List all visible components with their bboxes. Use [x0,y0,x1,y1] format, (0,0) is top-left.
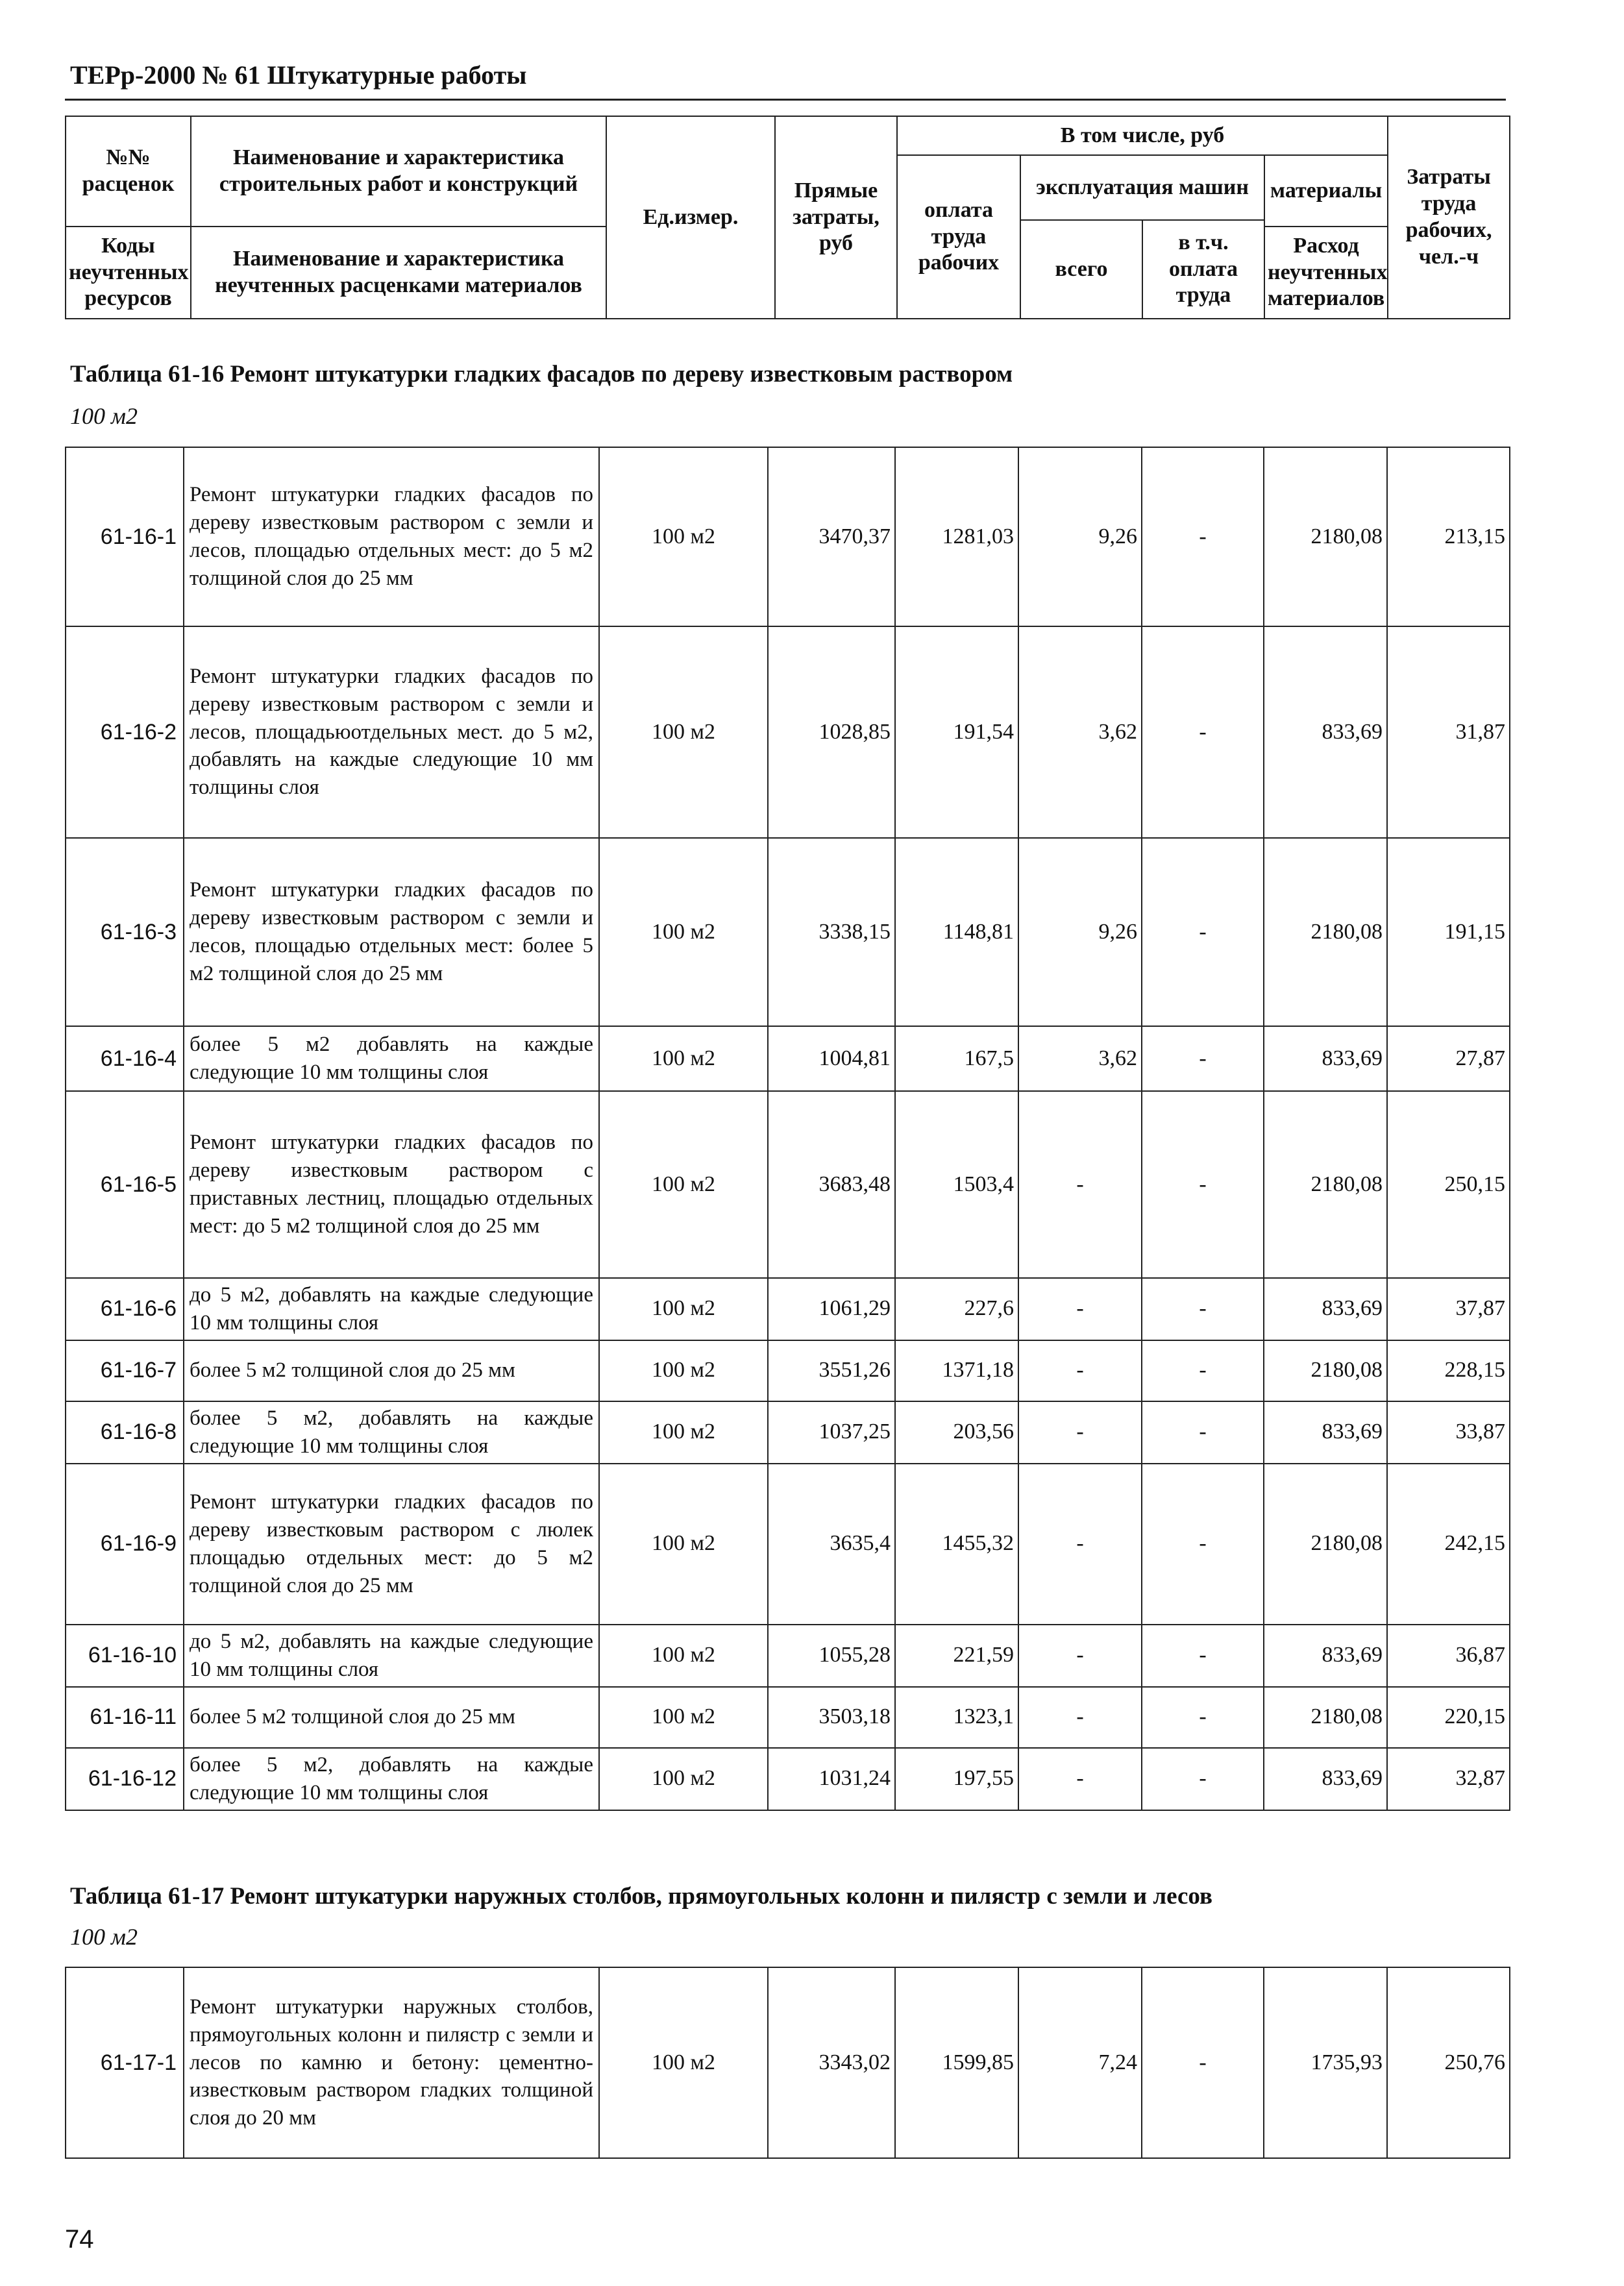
work-description-cell: более 5 м2 толщиной слоя до 25 мм [184,1340,599,1401]
column-header-table [65,116,1510,319]
materials-cost-cell: 2180,08 [1264,1340,1387,1401]
table-row [66,447,1510,626]
direct-costs-cell: 1037,25 [768,1401,895,1464]
table-row [66,1748,1510,1810]
machines-total-cell: - [1018,1464,1142,1625]
machines-total-cell: - [1018,1278,1142,1340]
rate-code-cell: 61-16-10 [66,1625,184,1687]
machines-total-cell: 9,26 [1018,447,1142,626]
machines-total-cell: - [1018,1625,1142,1687]
rate-code-cell: 61-16-11 [66,1687,184,1748]
materials-cost-cell: 833,69 [1264,1748,1387,1810]
rate-code-cell: 61-16-8 [66,1401,184,1464]
machines-total-cell: - [1018,1748,1142,1810]
materials-cost-cell: 833,69 [1264,626,1387,838]
materials-cost-cell: 833,69 [1264,1625,1387,1687]
rate-code-cell: 61-16-1 [66,447,184,626]
header-including-group: В том числе, руб [897,116,1388,155]
table-row [66,1625,1510,1687]
labor-hours-cell: 31,87 [1387,626,1510,838]
work-description-cell: Ремонт штукатурки гладких фасадов по дереву известковым раствором с люлек площадью отдельных мест: до 5 м2 толщиной слоя до 25 мм [184,1464,599,1625]
work-description-cell: Ремонт штукатурки гладких фасадов по дереву известковым раствором с приставных лестниц, площадью отдельных мест: до 5 м2 толщиной слоя до 25 мм [184,1091,599,1278]
header-machines-group: эксплуатация машин [1020,155,1264,220]
labor-pay-cell: 203,56 [895,1401,1018,1464]
labor-hours-cell: 191,15 [1387,838,1510,1026]
header-labor-pay: оплата труда рабочих [897,155,1020,319]
table-61-16-units: 100 м2 [70,403,138,429]
page-number: 74 [65,2225,94,2254]
header-materials-bottom: Расход неучтенных материалов [1264,227,1388,319]
unit-of-measure-cell: 100 м2 [599,1464,768,1625]
work-description-cell: более 5 м2 добавлять на каждые следующие 10 мм толщины слоя [184,1026,599,1091]
materials-cost-cell: 833,69 [1264,1401,1387,1464]
machines-labor-pay-cell: - [1142,447,1264,626]
work-description-cell: Ремонт штукатурки гладких фасадов по дереву известковым раствором с земли и лесов, площадью отдельных мест: до 5 м2 толщиной слоя до 25 мм [184,447,599,626]
machines-total-cell: 7,24 [1018,1967,1142,2158]
machines-total-cell: - [1018,1340,1142,1401]
unit-of-measure-cell: 100 м2 [599,1401,768,1464]
labor-pay-cell: 227,6 [895,1278,1018,1340]
header-materials-top: материалы [1264,155,1388,227]
header-machines-labor: в т.ч. оплата труда [1142,220,1264,319]
direct-costs-cell: 3503,18 [768,1687,895,1748]
unit-of-measure-cell: 100 м2 [599,1625,768,1687]
direct-costs-cell: 1031,24 [768,1748,895,1810]
labor-hours-cell: 32,87 [1387,1748,1510,1810]
labor-pay-cell: 1599,85 [895,1967,1018,2158]
materials-cost-cell: 2180,08 [1264,447,1387,626]
direct-costs-cell: 3635,4 [768,1464,895,1625]
materials-cost-cell: 833,69 [1264,1026,1387,1091]
rate-code-cell: 61-16-3 [66,838,184,1026]
table-61-17-units: 100 м2 [70,1924,138,1950]
table-row [66,1687,1510,1748]
machines-labor-pay-cell: - [1142,1748,1264,1810]
labor-hours-cell: 228,15 [1387,1340,1510,1401]
table-row [66,838,1510,1026]
labor-pay-cell: 1281,03 [895,447,1018,626]
machines-labor-pay-cell: - [1142,1967,1264,2158]
labor-hours-cell: 213,15 [1387,447,1510,626]
labor-hours-cell: 36,87 [1387,1625,1510,1687]
direct-costs-cell: 3551,26 [768,1340,895,1401]
table-row [66,626,1510,838]
direct-costs-cell: 1028,85 [768,626,895,838]
header-name-bottom: Наименование и характеристика неучтенных расценками материалов [191,227,606,319]
labor-hours-cell: 27,87 [1387,1026,1510,1091]
labor-hours-cell: 33,87 [1387,1401,1510,1464]
work-description-cell: до 5 м2, добавлять на каждые следующие 10 мм толщины слоя [184,1278,599,1340]
table-61-17-caption: Таблица 61-17 Ремонт штукатурки наружных столбов, прямоугольных колонн и пилястр с земли и лесов [70,1883,1212,1910]
unit-of-measure-cell: 100 м2 [599,1967,768,2158]
rate-code-cell: 61-16-7 [66,1340,184,1401]
rate-code-cell: 61-16-12 [66,1748,184,1810]
rate-code-cell: 61-16-9 [66,1464,184,1625]
table-61-17-body [66,1967,1510,2158]
header-code-bottom: Коды неучтенных ресурсов [66,227,191,319]
work-description-cell: Ремонт штукатурки гладких фасадов по дереву известковым раствором с земли и лесов, площадью отдельных мест: более 5 м2 толщиной слоя до 25 мм [184,838,599,1026]
direct-costs-cell: 3683,48 [768,1091,895,1278]
direct-costs-cell: 1055,28 [768,1625,895,1687]
header-rule [65,99,1506,101]
labor-hours-cell: 220,15 [1387,1687,1510,1748]
labor-hours-cell: 242,15 [1387,1464,1510,1625]
machines-total-cell: 3,62 [1018,1026,1142,1091]
work-description-cell: Ремонт штукатурки гладких фасадов по дереву известковым раствором с земли и лесов, площадьюотдельных мест. до 5 м2, добавлять на каждые следующие 10 мм толщины слоя [184,626,599,838]
running-head: ТЕРр-2000 № 61 Штукатурные работы [70,60,527,90]
materials-cost-cell: 2180,08 [1264,1464,1387,1625]
labor-hours-cell: 250,15 [1387,1091,1510,1278]
machines-labor-pay-cell: - [1142,1340,1264,1401]
machines-total-cell: - [1018,1091,1142,1278]
unit-of-measure-cell: 100 м2 [599,1748,768,1810]
machines-labor-pay-cell: - [1142,1026,1264,1091]
unit-of-measure-cell: 100 м2 [599,1026,768,1091]
labor-pay-cell: 1148,81 [895,838,1018,1026]
machines-labor-pay-cell: - [1142,1091,1264,1278]
rate-code-cell: 61-16-6 [66,1278,184,1340]
work-description-cell: более 5 м2 толщиной слоя до 25 мм [184,1687,599,1748]
labor-pay-cell: 197,55 [895,1748,1018,1810]
unit-of-measure-cell: 100 м2 [599,1340,768,1401]
materials-cost-cell: 2180,08 [1264,1091,1387,1278]
header-code-top: №№ расценок [66,116,191,227]
machines-labor-pay-cell: - [1142,838,1264,1026]
header-labor-cost: Затраты труда рабочих, чел.-ч [1388,116,1510,319]
machines-total-cell: 3,62 [1018,626,1142,838]
table-61-16-caption: Таблица 61-16 Ремонт штукатурки гладких фасадов по дереву известковым раствором [70,361,1013,387]
machines-labor-pay-cell: - [1142,1401,1264,1464]
labor-pay-cell: 191,54 [895,626,1018,838]
unit-of-measure-cell: 100 м2 [599,1687,768,1748]
work-description-cell: до 5 м2, добавлять на каждые следующие 10 мм толщины слоя [184,1625,599,1687]
direct-costs-cell: 3470,37 [768,447,895,626]
rate-code-cell: 61-16-4 [66,1026,184,1091]
table-row [66,1278,1510,1340]
rate-code-cell: 61-17-1 [66,1967,184,2158]
materials-cost-cell: 833,69 [1264,1278,1387,1340]
header-machines-total: всего [1020,220,1142,319]
unit-of-measure-cell: 100 м2 [599,838,768,1026]
materials-cost-cell: 1735,93 [1264,1967,1387,2158]
labor-pay-cell: 1371,18 [895,1340,1018,1401]
table-row [66,1340,1510,1401]
labor-hours-cell: 250,76 [1387,1967,1510,2158]
machines-total-cell: 9,26 [1018,838,1142,1026]
direct-costs-cell: 3343,02 [768,1967,895,2158]
labor-pay-cell: 1455,32 [895,1464,1018,1625]
machines-labor-pay-cell: - [1142,1278,1264,1340]
work-description-cell: Ремонт штукатурки наружных столбов, прямоугольных колонн и пилястр с земли и лесов по камню и бетону: цементно-известковым раствором гладких толщиной слоя до 20 мм [184,1967,599,2158]
direct-costs-cell: 1061,29 [768,1278,895,1340]
machines-total-cell: - [1018,1401,1142,1464]
work-description-cell: более 5 м2, добавлять на каждые следующие 10 мм толщины слоя [184,1748,599,1810]
header-name-top: Наименование и характеристика строительных работ и конструкций [191,116,606,227]
table-row [66,1026,1510,1091]
labor-pay-cell: 1503,4 [895,1091,1018,1278]
table-row [66,1967,1510,2158]
machines-labor-pay-cell: - [1142,1464,1264,1625]
labor-hours-cell: 37,87 [1387,1278,1510,1340]
direct-costs-cell: 1004,81 [768,1026,895,1091]
table-row [66,1464,1510,1625]
work-description-cell: более 5 м2, добавлять на каждые следующие 10 мм толщины слоя [184,1401,599,1464]
table-61-16 [65,447,1510,1811]
header-unit: Ед.измер. [606,116,775,319]
table-row [66,1401,1510,1464]
machines-labor-pay-cell: - [1142,1687,1264,1748]
labor-pay-cell: 167,5 [895,1026,1018,1091]
labor-pay-cell: 221,59 [895,1625,1018,1687]
materials-cost-cell: 2180,08 [1264,1687,1387,1748]
machines-labor-pay-cell: - [1142,1625,1264,1687]
table-61-16-body [66,447,1510,1810]
unit-of-measure-cell: 100 м2 [599,447,768,626]
table-row [66,1091,1510,1278]
rate-code-cell: 61-16-5 [66,1091,184,1278]
unit-of-measure-cell: 100 м2 [599,626,768,838]
labor-pay-cell: 1323,1 [895,1687,1018,1748]
machines-labor-pay-cell: - [1142,626,1264,838]
direct-costs-cell: 3338,15 [768,838,895,1026]
machines-total-cell: - [1018,1687,1142,1748]
unit-of-measure-cell: 100 м2 [599,1278,768,1340]
materials-cost-cell: 2180,08 [1264,838,1387,1026]
rate-code-cell: 61-16-2 [66,626,184,838]
unit-of-measure-cell: 100 м2 [599,1091,768,1278]
table-61-17 [65,1967,1510,2159]
header-direct-costs: Прямые затраты, руб [775,116,897,319]
